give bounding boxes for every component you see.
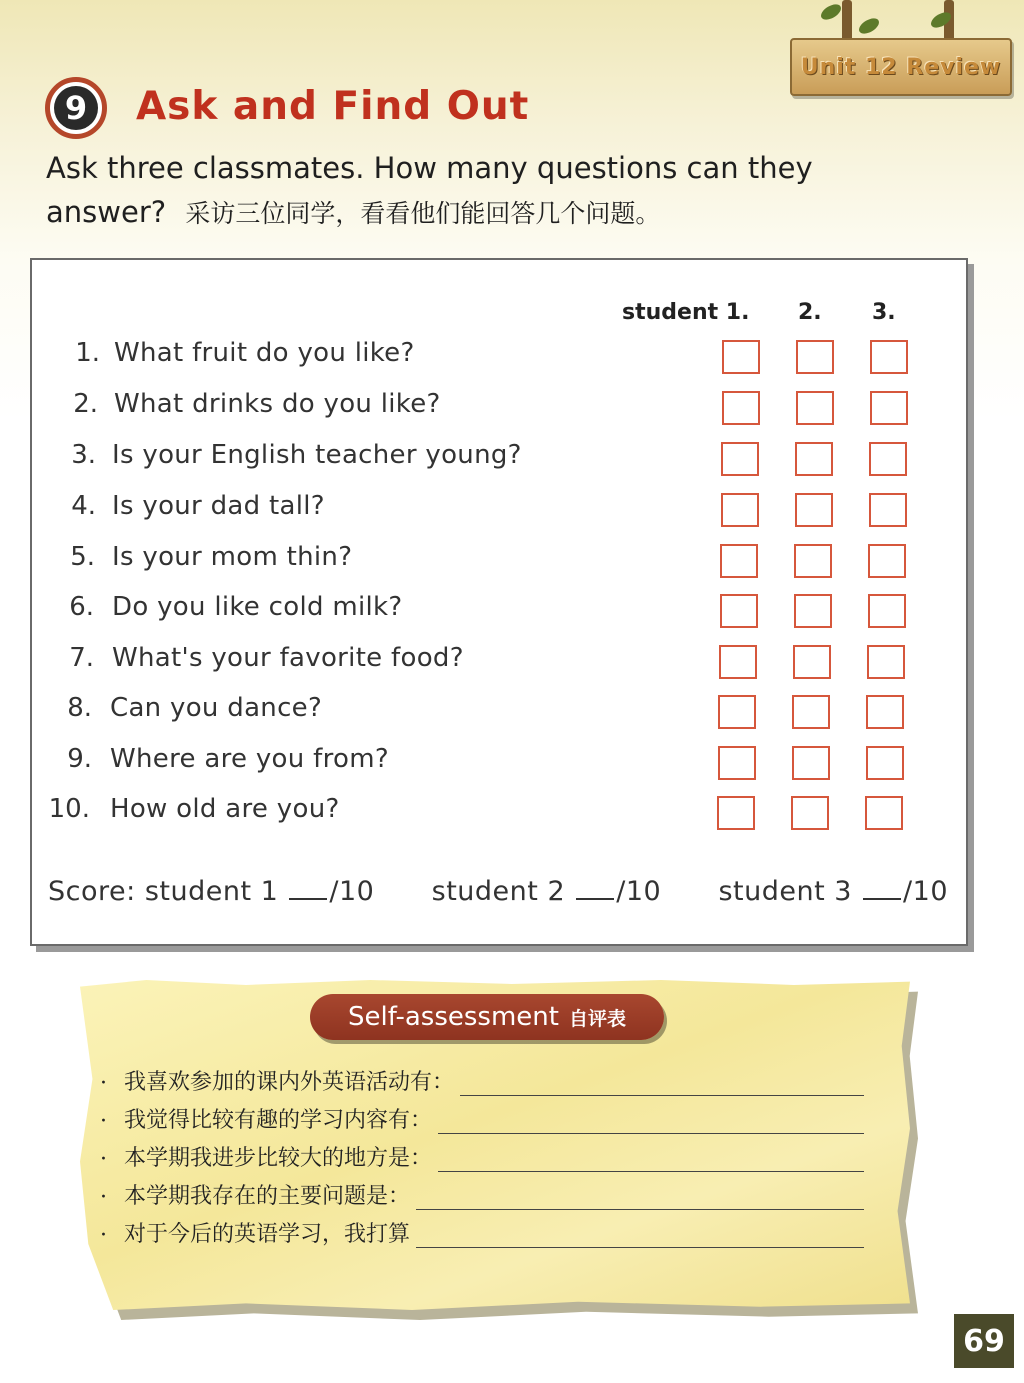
question-number: 10.	[48, 794, 90, 824]
question-row	[32, 542, 966, 586]
question-number: 8.	[67, 693, 92, 723]
score-line	[48, 876, 948, 907]
answer-checkbox-student-3[interactable]	[868, 594, 906, 628]
self-assessment-title-zh: 自评表	[568, 1007, 626, 1030]
answer-line[interactable]	[438, 1151, 864, 1172]
answer-checkbox-student-1[interactable]	[720, 594, 758, 628]
answer-line[interactable]	[460, 1075, 864, 1096]
answer-checkbox-student-2[interactable]	[796, 391, 834, 425]
answer-checkbox-student-3[interactable]	[870, 391, 908, 425]
score-denominator: /10	[903, 876, 948, 907]
survey-card	[30, 258, 968, 946]
answer-checkbox-student-1[interactable]	[719, 645, 757, 679]
score-blank-student-3[interactable]	[863, 876, 901, 900]
self-assessment-prompt: 我觉得比较有趣的学习内容有：	[124, 1108, 433, 1133]
answer-checkbox-student-3[interactable]	[866, 746, 904, 780]
question-row	[32, 389, 966, 433]
question-row	[32, 440, 966, 484]
self-assessment-prompt: 本学期我进步比较大的地方是：	[124, 1146, 433, 1171]
answer-checkbox-student-3[interactable]	[868, 544, 906, 578]
question-row	[32, 643, 966, 687]
question-text: Can you dance?	[110, 693, 323, 723]
question-number: 3.	[71, 440, 96, 470]
instructions	[46, 146, 926, 236]
answer-checkbox-student-3[interactable]	[869, 493, 907, 527]
question-number: 5.	[70, 542, 95, 572]
score-student-1-label: student 1	[144, 876, 279, 907]
leaf-decoration	[818, 1, 843, 22]
question-number: 2.	[73, 389, 98, 419]
column-header-student-1: student 1.	[622, 300, 750, 325]
self-assessment-item	[100, 1180, 864, 1210]
answer-checkbox-student-2[interactable]	[794, 594, 832, 628]
question-text: Is your dad tall?	[112, 491, 325, 521]
score-student-3-label: student 3	[718, 876, 852, 907]
question-row	[32, 744, 966, 788]
unit-sign: Unit 12 Review	[790, 38, 1012, 96]
section-number: 9	[54, 86, 98, 130]
answer-checkbox-student-2[interactable]	[795, 493, 833, 527]
answer-line[interactable]	[416, 1189, 864, 1210]
answer-checkbox-student-3[interactable]	[867, 645, 905, 679]
answer-line[interactable]	[438, 1113, 864, 1134]
answer-checkbox-student-2[interactable]	[792, 746, 830, 780]
self-assessment-item	[100, 1218, 864, 1248]
answer-checkbox-student-1[interactable]	[718, 695, 756, 729]
self-assessment-prompt: 我喜欢参加的课内外英语活动有：	[124, 1070, 455, 1095]
score-student-3	[718, 876, 948, 907]
question-row	[32, 794, 966, 838]
question-text: Is your mom thin?	[112, 542, 353, 572]
leaf-decoration	[856, 15, 881, 36]
question-text: What fruit do you like?	[114, 338, 415, 368]
section-title: Ask and Find Out	[136, 84, 530, 129]
question-number: 7.	[69, 643, 94, 673]
answer-checkbox-student-1[interactable]	[721, 442, 759, 476]
answer-checkbox-student-1[interactable]	[722, 391, 760, 425]
score-blank-student-2[interactable]	[576, 876, 614, 900]
bullet-icon: ·	[100, 1071, 107, 1096]
answer-checkbox-student-3[interactable]	[865, 796, 903, 830]
question-row	[32, 693, 966, 737]
answer-checkbox-student-1[interactable]	[717, 796, 755, 830]
answer-checkbox-student-2[interactable]	[793, 645, 831, 679]
answer-checkbox-student-3[interactable]	[869, 442, 907, 476]
question-text: What drinks do you like?	[114, 389, 441, 419]
question-row	[32, 491, 966, 535]
question-text: Do you like cold milk?	[112, 592, 403, 622]
score-student-1	[48, 876, 374, 907]
self-assessment-item	[100, 1104, 864, 1134]
question-number: 6.	[69, 592, 94, 622]
section-number-badge	[45, 77, 107, 139]
page-number: 69	[954, 1314, 1014, 1368]
bullet-icon: ·	[100, 1185, 107, 1210]
answer-checkbox-student-2[interactable]	[794, 544, 832, 578]
self-assessment-item	[100, 1142, 864, 1172]
score-denominator: /10	[616, 876, 662, 907]
answer-checkbox-student-3[interactable]	[870, 340, 908, 374]
score-student-2-label: student 2	[431, 876, 566, 907]
question-text: Where are you from?	[110, 744, 389, 774]
self-assessment-prompt: 对于今后的英语学习，我打算	[124, 1222, 411, 1247]
score-prefix: Score:	[48, 876, 136, 907]
instructions-zh: 采访三位同学，看看他们能回答几个问题。	[185, 199, 661, 228]
instructions-en: Ask three classmates. How many questions can they answer?	[46, 151, 813, 229]
question-number: 1.	[75, 338, 100, 368]
score-student-2	[432, 876, 662, 907]
bullet-icon: ·	[100, 1223, 107, 1248]
answer-checkbox-student-2[interactable]	[792, 695, 830, 729]
bullet-icon: ·	[100, 1109, 107, 1134]
question-row	[32, 338, 966, 382]
answer-checkbox-student-2[interactable]	[796, 340, 834, 374]
answer-checkbox-student-1[interactable]	[722, 340, 760, 374]
self-assessment-prompt: 本学期我存在的主要问题是：	[124, 1184, 411, 1209]
question-number: 4.	[71, 491, 96, 521]
score-denominator: /10	[329, 876, 375, 907]
question-number: 9.	[67, 744, 92, 774]
question-text: How old are you?	[110, 794, 340, 824]
answer-checkbox-student-2[interactable]	[795, 442, 833, 476]
question-text: What's your favorite food?	[112, 643, 464, 673]
self-assessment-title	[310, 994, 664, 1040]
question-row	[32, 592, 966, 636]
answer-checkbox-student-1[interactable]	[718, 746, 756, 780]
answer-line[interactable]	[416, 1227, 864, 1248]
bullet-icon: ·	[100, 1147, 107, 1172]
column-header-student-2: 2.	[798, 300, 822, 325]
question-text: Is your English teacher young?	[112, 440, 522, 470]
self-assessment-title-en: Self-assessment	[348, 1002, 559, 1032]
answer-checkbox-student-3[interactable]	[866, 695, 904, 729]
answer-checkbox-student-2[interactable]	[791, 796, 829, 830]
column-header-student-3: 3.	[872, 300, 896, 325]
answer-checkbox-student-1[interactable]	[721, 493, 759, 527]
score-blank-student-1[interactable]	[289, 876, 327, 900]
self-assessment-item	[100, 1066, 864, 1096]
answer-checkbox-student-1[interactable]	[720, 544, 758, 578]
